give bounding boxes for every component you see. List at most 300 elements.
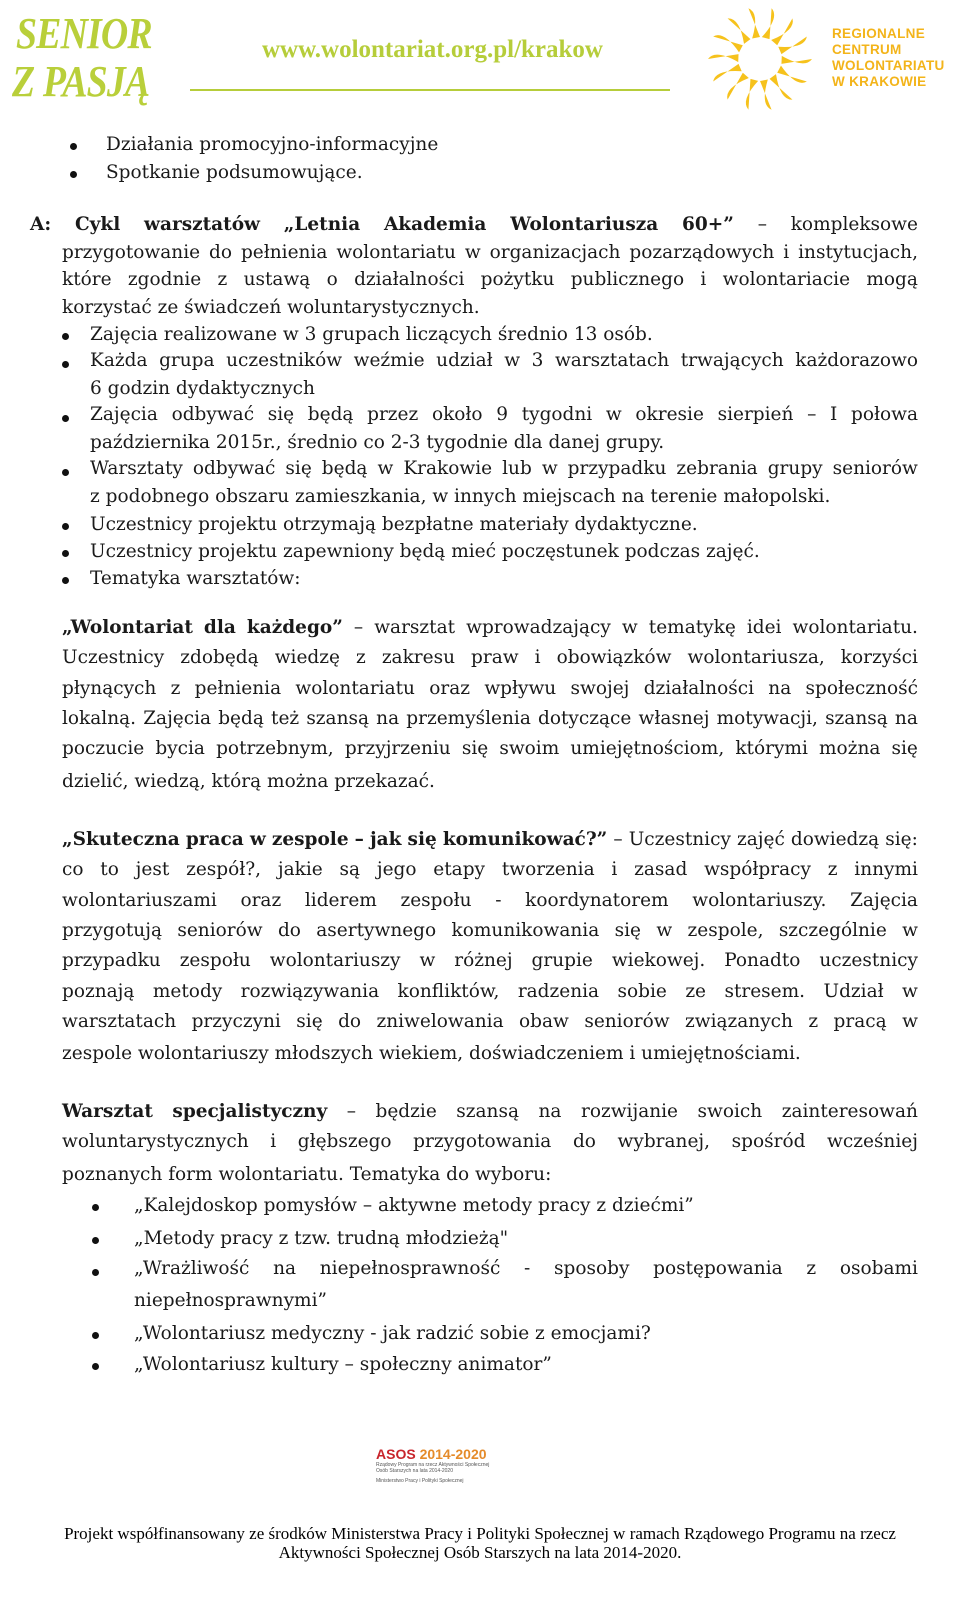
sun-ray bbox=[748, 8, 760, 38]
word: - bbox=[495, 889, 502, 911]
footer-line: Aktywności Społecznej Osób Starszych na lata 2014-2020. bbox=[278, 1543, 682, 1562]
word: w bbox=[419, 950, 436, 972]
workshop-title-word: dla bbox=[203, 617, 236, 638]
word: sposoby bbox=[554, 1258, 630, 1279]
sun-ray bbox=[778, 36, 807, 54]
word: konfliktów, bbox=[397, 980, 500, 1002]
word: – bbox=[353, 617, 364, 638]
word: co bbox=[62, 859, 84, 881]
topic-text: „Kalejdoskop pomysłów – aktywne metody pracy z dziećmi” bbox=[134, 1195, 694, 1216]
word: zasad bbox=[634, 859, 688, 881]
word: i bbox=[270, 1131, 277, 1153]
word: instytucjach, bbox=[798, 242, 918, 263]
word: metody bbox=[152, 980, 223, 1002]
word: lub bbox=[502, 458, 532, 479]
logo-right-line: CENTRUM bbox=[832, 42, 902, 57]
asos-subtitle: Rządowy Program na rzecz Aktywności Społecznej bbox=[376, 1462, 490, 1468]
workshop-title-word: Warsztat bbox=[62, 1101, 153, 1122]
sun-ray bbox=[762, 8, 774, 39]
word: wolontariatu bbox=[295, 677, 415, 699]
bullet-text: Uczestnicy projektu zapewniony będą mieć poczęstunek podczas zajęć. bbox=[90, 541, 760, 562]
rcw-krakow-logo bbox=[704, 4, 954, 110]
word: wolontariuszy bbox=[269, 950, 401, 972]
topic-text bbox=[134, 1258, 918, 1279]
logo-left-line2: Z PASJĄ bbox=[12, 57, 150, 106]
word: zebrania bbox=[676, 458, 758, 479]
word: działalności bbox=[354, 269, 465, 290]
word: z bbox=[808, 1010, 819, 1032]
word: rozwiązywania bbox=[240, 980, 380, 1002]
word: w bbox=[621, 617, 638, 638]
word: tworzenia bbox=[501, 859, 595, 881]
ws3-line bbox=[62, 1131, 918, 1152]
word: mogą bbox=[866, 269, 918, 290]
bullet-dot bbox=[92, 1363, 99, 1370]
word: na bbox=[376, 707, 400, 729]
workshop-title-word: praca bbox=[185, 829, 244, 850]
word: motywacji, bbox=[716, 707, 818, 729]
section-a-line bbox=[62, 269, 918, 290]
word: około bbox=[431, 404, 483, 425]
word: z bbox=[356, 647, 366, 669]
logo-right-line: REGIONALNE bbox=[832, 26, 926, 41]
sun-icon bbox=[704, 4, 816, 110]
heading-word: kompleksowe bbox=[790, 214, 918, 235]
ws3-first-line bbox=[62, 1101, 918, 1122]
word: w bbox=[902, 1010, 918, 1032]
word: w bbox=[541, 458, 558, 479]
ws1-line bbox=[62, 708, 918, 729]
logo-right-line: W KRAKOWIE bbox=[832, 74, 927, 89]
word: wolontariusza, bbox=[687, 647, 825, 669]
word: weźmie bbox=[353, 350, 425, 371]
word: wolontariuszy. bbox=[692, 889, 827, 911]
logo-right-line: WOLONTARIATU bbox=[832, 58, 945, 73]
word: współpracy bbox=[704, 859, 811, 881]
word: przygotowanie bbox=[62, 242, 201, 263]
word: warsztatach bbox=[554, 350, 670, 371]
word: wybranej, bbox=[617, 1131, 711, 1153]
logo-left-line1: SENIOR bbox=[16, 9, 152, 58]
logo-right-text bbox=[832, 26, 945, 90]
word: uczestników bbox=[226, 350, 343, 371]
word: rozwijanie bbox=[580, 1101, 679, 1122]
word: oraz bbox=[240, 889, 282, 911]
word: w bbox=[605, 404, 622, 425]
word: różnej bbox=[454, 950, 513, 972]
topic-text: niepełnosprawnymi” bbox=[134, 1290, 327, 1311]
word: szansą bbox=[456, 1101, 519, 1122]
word: radzenia bbox=[517, 980, 600, 1002]
sun-ray bbox=[708, 54, 739, 62]
word: Uczestnicy bbox=[62, 647, 165, 669]
word: zespole, bbox=[687, 919, 764, 941]
word: do bbox=[209, 242, 233, 263]
bullet-dot bbox=[62, 469, 69, 476]
word: w bbox=[656, 919, 673, 941]
word: przygotują bbox=[62, 919, 162, 941]
word: umiejętnościom, bbox=[570, 738, 725, 760]
heading-word: warsztatów bbox=[144, 214, 260, 235]
word: niepełnosprawność bbox=[319, 1258, 501, 1279]
word: zespół?, bbox=[186, 859, 262, 881]
word: własnej bbox=[638, 707, 710, 729]
word: grupie bbox=[531, 950, 593, 972]
site-url[interactable]: www.wolontariat.org.pl/krakow bbox=[262, 36, 603, 63]
sun-ray bbox=[727, 73, 749, 100]
word: zniwelowania bbox=[376, 1010, 504, 1032]
word: tematykę bbox=[648, 617, 736, 638]
word: z bbox=[170, 677, 181, 699]
word: Krakowie bbox=[403, 458, 493, 479]
word: wolontariacie bbox=[722, 269, 851, 290]
bullet-dot bbox=[70, 143, 77, 150]
word: wiedzę bbox=[274, 647, 340, 669]
word: poznają bbox=[62, 980, 135, 1002]
topic-text: „Wolontariusz medyczny - jak radzić sobie z emocjami? bbox=[134, 1323, 651, 1344]
word: uczestnicy bbox=[819, 950, 918, 972]
word: tygodni bbox=[521, 404, 593, 425]
word: w bbox=[377, 458, 394, 479]
heading-word: „Letnia bbox=[283, 214, 361, 235]
word: społeczność bbox=[805, 677, 918, 699]
section-a-prefix: A: bbox=[30, 214, 52, 235]
heading-word: 60+” bbox=[682, 214, 734, 235]
ws2-line bbox=[62, 890, 918, 911]
section-a-line: korzystać ze świadczeń woluntarystycznych. bbox=[62, 297, 480, 318]
sun-ray bbox=[728, 18, 751, 44]
word: organizacjach bbox=[489, 242, 621, 263]
word: grupa bbox=[159, 350, 215, 371]
asos-subtitle: Osób Starszych na lata 2014-2020 bbox=[376, 1468, 453, 1474]
word: Uczestnicy bbox=[628, 829, 731, 850]
word: się bbox=[285, 458, 312, 479]
heading-word: Cykl bbox=[74, 214, 121, 235]
word: z bbox=[827, 859, 838, 881]
ws3-line: poznanych form wolontariatu. Tematyka do wyboru: bbox=[62, 1163, 552, 1185]
workshop-title-word: specjalistyczny bbox=[172, 1101, 328, 1122]
asos-title bbox=[376, 1446, 496, 1462]
word: szansą bbox=[825, 707, 888, 729]
word: idei bbox=[746, 617, 782, 638]
heading-word: – bbox=[757, 214, 767, 235]
word: zajęć bbox=[736, 829, 785, 850]
word: pełnienia bbox=[240, 242, 328, 263]
word: wpływu bbox=[484, 677, 557, 699]
section-a-heading bbox=[30, 214, 918, 235]
word: postępowania bbox=[653, 1258, 783, 1279]
word: - bbox=[524, 1258, 531, 1279]
word: jest bbox=[135, 859, 170, 881]
workshop-title-word: „Skuteczna bbox=[62, 829, 180, 850]
word: obowiązków bbox=[556, 647, 672, 669]
word: Zajęcia bbox=[90, 404, 158, 425]
word: do bbox=[277, 919, 301, 941]
word: się: bbox=[885, 829, 918, 850]
ws1-first-line bbox=[62, 617, 918, 638]
word: w bbox=[464, 242, 481, 263]
word: „Wrażliwość bbox=[134, 1258, 250, 1279]
word: zakresu bbox=[381, 647, 455, 669]
ws2-line bbox=[62, 981, 918, 1002]
word: sobie bbox=[617, 980, 667, 1002]
sun-ray bbox=[713, 64, 742, 82]
word: warsztatach bbox=[62, 1010, 177, 1032]
word: lokalną. bbox=[62, 707, 137, 729]
word: wiekowej. bbox=[611, 950, 706, 972]
word: pożytku bbox=[480, 269, 555, 290]
word: i bbox=[783, 242, 790, 263]
word: z bbox=[217, 269, 228, 290]
word: okresie bbox=[635, 404, 704, 425]
word: odbywać bbox=[171, 404, 255, 425]
sun-ray bbox=[777, 66, 807, 83]
sun-ray bbox=[770, 74, 793, 100]
word: jego bbox=[376, 859, 417, 881]
word: – bbox=[346, 1101, 356, 1122]
sun-ray bbox=[760, 80, 772, 110]
word: sierpień bbox=[717, 404, 794, 425]
word: innymi bbox=[854, 859, 918, 881]
workshop-title-word: – bbox=[354, 829, 364, 850]
word: przyjrzeniu bbox=[344, 738, 451, 760]
word: wolontariatu bbox=[336, 242, 456, 263]
ws2-line: zespole wolontariuszy młodszych wiekiem, doświadczeniem i umiejętnościami. bbox=[62, 1043, 801, 1065]
word: komunikowania bbox=[451, 919, 600, 941]
word: i bbox=[611, 859, 618, 881]
asos-title-part: 2014-2020 bbox=[419, 1446, 487, 1462]
intro-bullet-text: Spotkanie podsumowujące. bbox=[106, 162, 363, 183]
word: się bbox=[461, 738, 489, 760]
ws2-line bbox=[62, 1011, 918, 1032]
asos-logo bbox=[376, 1446, 496, 1492]
word: o bbox=[326, 269, 338, 290]
word: publicznego bbox=[570, 269, 685, 290]
word: połowa bbox=[851, 404, 918, 425]
ws1-line bbox=[62, 678, 918, 699]
word: stresem. bbox=[724, 980, 806, 1002]
word: będą bbox=[307, 404, 354, 425]
footer-line: Projekt współfinansowany ze środków Ministerstwa Pracy i Polityki Społecznej w ramach Rządowego Programu na rzecz bbox=[64, 1524, 896, 1543]
word: się bbox=[267, 404, 295, 425]
word: Udział bbox=[823, 980, 884, 1002]
header-divider bbox=[190, 89, 670, 91]
word: pozarządowych bbox=[629, 242, 775, 263]
word: etapy bbox=[433, 859, 486, 881]
word: będą bbox=[321, 458, 368, 479]
ws1-line bbox=[62, 738, 918, 759]
word: 9 bbox=[496, 404, 509, 425]
word: na bbox=[768, 677, 792, 699]
bullet-dot bbox=[62, 415, 69, 422]
word: które bbox=[62, 269, 112, 290]
sun-ray bbox=[781, 56, 812, 64]
word: asertywnego bbox=[316, 919, 437, 941]
word: wolontariuszami bbox=[62, 889, 217, 911]
word: pełnienia bbox=[194, 677, 282, 699]
word: się bbox=[296, 1010, 323, 1032]
word: przez bbox=[367, 404, 419, 425]
bullet-text: października 2015r., średnio co 2-3 tygodnie dla danej grupy. bbox=[90, 432, 665, 453]
word: Zajęcia bbox=[850, 889, 918, 911]
word: ustawą bbox=[243, 269, 311, 290]
word: dowiedzą bbox=[790, 829, 880, 850]
word: obaw bbox=[519, 1010, 569, 1032]
ws2-line bbox=[62, 950, 918, 971]
word: seniorów bbox=[584, 1010, 670, 1032]
word: to bbox=[100, 859, 119, 881]
topic-text: „Metody pracy z tzw. trudną młodzieżą" bbox=[134, 1228, 509, 1249]
senior-z-pasja-logo bbox=[8, 6, 158, 110]
word: swojej bbox=[570, 677, 630, 699]
word: I bbox=[830, 404, 838, 425]
word: będą bbox=[218, 707, 264, 729]
bullet-dot bbox=[62, 361, 69, 368]
section-a-line bbox=[62, 242, 918, 263]
bullet-text bbox=[90, 350, 918, 371]
bullet-text bbox=[90, 404, 918, 425]
word: swoich bbox=[697, 1101, 763, 1122]
bullet-text: z podobnego obszaru zamieszkania, w innych miejscach na terenie małopolski. bbox=[90, 486, 831, 507]
word: pracą bbox=[833, 1010, 887, 1032]
sun-ray bbox=[771, 18, 793, 45]
word: zdobędą bbox=[180, 647, 259, 669]
word: przyczyni bbox=[191, 1010, 281, 1032]
word: i bbox=[700, 269, 707, 290]
asos-subtitle: Ministerstwo Pracy i Polityki Społecznej bbox=[376, 1478, 464, 1484]
workshop-title-word: „Wolontariat bbox=[62, 617, 193, 638]
bullet-dot bbox=[62, 333, 69, 340]
word: zainteresowań bbox=[781, 1101, 918, 1122]
word: płynących bbox=[62, 677, 157, 699]
funding-footer bbox=[0, 1524, 960, 1562]
ws2-line bbox=[62, 859, 918, 880]
word: przygotowania bbox=[413, 1131, 552, 1153]
word: w bbox=[902, 919, 918, 941]
topic-text: „Wolontariusz kultury – społeczny animator” bbox=[134, 1354, 552, 1375]
word: bycia bbox=[155, 738, 205, 760]
word: 3 bbox=[531, 350, 544, 371]
ws2-line bbox=[62, 920, 918, 941]
word: dotyczące bbox=[538, 707, 632, 729]
bullet-dot bbox=[92, 1204, 99, 1211]
word: na bbox=[894, 707, 918, 729]
word: z bbox=[806, 1258, 817, 1279]
word: Ponadto bbox=[724, 950, 801, 972]
workshop-title-word: zespole bbox=[271, 829, 349, 850]
word: osobami bbox=[839, 1258, 918, 1279]
bullet-text bbox=[90, 458, 918, 479]
workshop-title-word: każdego” bbox=[246, 617, 343, 638]
ws2-first-line bbox=[62, 829, 918, 850]
word: swoim bbox=[499, 738, 560, 760]
heading-word: Wolontariusza bbox=[510, 214, 659, 235]
word: do bbox=[338, 1010, 362, 1032]
word: zgodnie bbox=[127, 269, 202, 290]
word: można bbox=[819, 738, 881, 760]
word: zespołu bbox=[400, 889, 472, 911]
word: potrzebnym, bbox=[216, 738, 334, 760]
word: korzyści bbox=[840, 647, 918, 669]
bullet-dot bbox=[92, 1237, 99, 1244]
word: głębszego bbox=[297, 1131, 392, 1153]
heading-word: Akademia bbox=[383, 214, 487, 235]
workshop-title-word: komunikować?” bbox=[442, 829, 608, 850]
word: na bbox=[538, 1101, 562, 1122]
word: jakie bbox=[277, 859, 323, 881]
bullet-text: Zajęcia realizowane w 3 grupach liczących średnio 13 osób. bbox=[90, 324, 653, 345]
word: seniorów bbox=[832, 458, 918, 479]
word: wprowadzający bbox=[466, 617, 611, 638]
bullet-text: 6 godzin dydaktycznych bbox=[90, 378, 315, 399]
word: wcześniej bbox=[827, 1131, 918, 1153]
word: poczucie bbox=[62, 738, 145, 760]
intro-bullet-text: Działania promocyjno-informacyjne bbox=[106, 134, 439, 155]
word: do bbox=[572, 1131, 596, 1153]
word: będzie bbox=[375, 1101, 437, 1122]
word: każdorazowo bbox=[795, 350, 918, 371]
word: koordynatorem bbox=[525, 889, 669, 911]
workshop-title-word: się bbox=[407, 829, 437, 850]
bullet-text: Tematyka warsztatów: bbox=[90, 568, 301, 589]
word: działalności bbox=[643, 677, 754, 699]
word: trwających bbox=[680, 350, 784, 371]
bullet-dot bbox=[92, 1269, 99, 1276]
word: w bbox=[902, 980, 918, 1002]
word: odbywać bbox=[192, 458, 276, 479]
word: udział bbox=[436, 350, 493, 371]
word: zespołu bbox=[179, 950, 251, 972]
bullet-dot bbox=[92, 1332, 99, 1339]
bullet-dot bbox=[62, 577, 69, 584]
bullet-dot bbox=[62, 550, 69, 557]
workshop-title-word: w bbox=[249, 829, 266, 850]
word: spośród bbox=[731, 1131, 806, 1153]
workshop-title-word: jak bbox=[369, 829, 402, 850]
word: seniorów bbox=[177, 919, 263, 941]
word: są bbox=[339, 859, 361, 881]
ws1-line bbox=[62, 647, 918, 668]
word: którymi bbox=[735, 738, 808, 760]
word: w bbox=[504, 350, 521, 371]
word: też bbox=[271, 707, 300, 729]
word: i bbox=[534, 647, 541, 669]
word: warsztat bbox=[374, 617, 456, 638]
word: – bbox=[613, 829, 623, 850]
word: praw bbox=[471, 647, 519, 669]
word: szansą bbox=[306, 707, 370, 729]
word: się bbox=[614, 919, 641, 941]
bullet-dot bbox=[70, 171, 77, 178]
word: liderem bbox=[304, 889, 377, 911]
word: oraz bbox=[429, 677, 471, 699]
sun-ray bbox=[746, 79, 758, 110]
bullet-dot bbox=[62, 523, 69, 530]
word: szczególnie bbox=[778, 919, 887, 941]
word: Warsztaty bbox=[90, 458, 183, 479]
word: ze bbox=[685, 980, 707, 1002]
word: się bbox=[891, 738, 918, 760]
bullet-text: Uczestnicy projektu otrzymają bezpłatne materiały dydaktyczne. bbox=[90, 514, 698, 535]
word: przypadku bbox=[62, 950, 161, 972]
word: wolontariatu. bbox=[792, 617, 918, 638]
word: przemyślenia bbox=[406, 707, 531, 729]
word: grupy bbox=[767, 458, 823, 479]
word: na bbox=[273, 1258, 297, 1279]
asos-title-part: ASOS bbox=[376, 1446, 416, 1462]
word: woluntarystycznych bbox=[62, 1131, 249, 1153]
ws1-line: dzielić, wiedzą, którą można przekazać. bbox=[62, 770, 435, 792]
